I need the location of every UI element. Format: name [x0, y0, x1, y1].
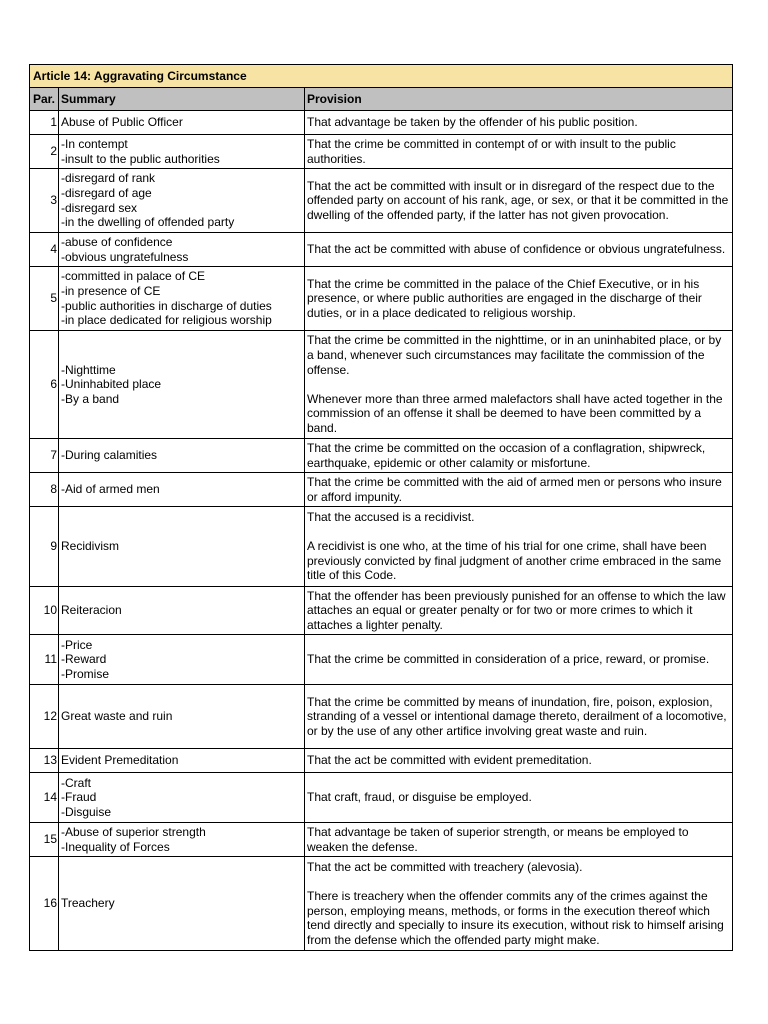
provision-cell[interactable] [305, 267, 733, 331]
summary-cell[interactable] [59, 685, 305, 749]
summary-line: Evident Premeditation [61, 753, 179, 768]
table-row [30, 823, 733, 857]
par-cell[interactable]: 2 [30, 135, 59, 169]
summary-line: Treachery [61, 896, 115, 911]
provision-paragraph: That craft, fraud, or disguise be employed. [307, 790, 532, 805]
provision-cell[interactable] [305, 233, 733, 267]
spreadsheet [29, 64, 732, 951]
summary-line: -committed in palace of CE [61, 269, 206, 284]
aggravating-circumstances-table [29, 64, 733, 951]
summary-line: -disregard of age [61, 185, 152, 200]
table-row [30, 635, 733, 685]
provision-cell[interactable] [305, 823, 733, 857]
table-body [30, 111, 733, 951]
provision-paragraph: That the crime be committed in contempt of or with insult to the public authorities. [307, 136, 676, 166]
provision-paragraph: That advantage be taken of superior strength, or means be employed to weaken the defense. [307, 824, 689, 854]
provision-paragraph: That the crime be committed on the occasion of a conflagration, shipwreck, earthquake, epidemic or other calamity or misfortune. [307, 440, 706, 470]
table-row [30, 507, 733, 587]
provision-paragraph: That the crime be committed in consideration of a price, reward, or promise. [307, 652, 710, 667]
summary-line: Recidivism [61, 539, 120, 554]
summary-line: -in the dwelling of offended party [61, 215, 235, 230]
summary-cell[interactable] [59, 233, 305, 267]
summary-line: -insult to the public authorities [61, 151, 220, 166]
summary-cell[interactable] [59, 331, 305, 439]
table-row [30, 473, 733, 507]
table-row [30, 135, 733, 169]
summary-line: -Disguise [61, 804, 112, 819]
table-row [30, 749, 733, 773]
par-cell[interactable]: 7 [30, 439, 59, 473]
summary-line: -During calamities [61, 448, 158, 463]
provision-paragraph: That the crime be committed in the palace of the Chief Executive, or in his presence, or where public authorities are engaged in the discharge of their duties, or in a place dedicated to religious worship. [307, 276, 702, 320]
provision-paragraph: Whenever more than three armed malefactors shall have acted together in the commission of an offense it shall be deemed to have been committed by a band. [307, 391, 723, 435]
table-row [30, 857, 733, 951]
summary-line: -Inequality of Forces [61, 839, 170, 854]
table-row [30, 439, 733, 473]
summary-line: -Nighttime [61, 362, 116, 377]
summary-line: -in presence of CE [61, 283, 161, 298]
summary-cell[interactable] [59, 267, 305, 331]
summary-line: -Abuse of superior strength [61, 824, 206, 839]
table-row [30, 331, 733, 439]
par-cell[interactable]: 15 [30, 823, 59, 857]
par-cell[interactable]: 14 [30, 773, 59, 823]
provision-paragraph: A recidivist is one who, at the time of his trial for one crime, shall have been previously convicted by final judgment of another crime embraced in the same title of this Code. [307, 539, 722, 583]
summary-line: -Uninhabited place [61, 377, 162, 392]
provision-cell[interactable] [305, 331, 733, 439]
provision-cell[interactable] [305, 587, 733, 635]
summary-cell[interactable] [59, 749, 305, 773]
header-par[interactable]: Par. [30, 88, 59, 111]
table-row [30, 111, 733, 135]
provision-cell[interactable] [305, 773, 733, 823]
header-summary[interactable]: Summary [59, 88, 305, 111]
provision-paragraph: That the act be committed with treachery (alevosia). [307, 859, 583, 874]
provision-cell[interactable] [305, 857, 733, 951]
provision-cell[interactable] [305, 473, 733, 507]
summary-line: -Promise [61, 666, 110, 681]
provision-cell[interactable] [305, 507, 733, 587]
provision-cell[interactable] [305, 111, 733, 135]
summary-line: -in place dedicated for religious worship [61, 313, 272, 328]
summary-line: -Craft [61, 775, 91, 790]
provision-cell[interactable] [305, 749, 733, 773]
par-cell[interactable]: 13 [30, 749, 59, 773]
par-cell[interactable]: 4 [30, 233, 59, 267]
table-row [30, 267, 733, 331]
par-cell[interactable]: 1 [30, 111, 59, 135]
par-cell[interactable]: 3 [30, 169, 59, 233]
provision-paragraph: There is treachery when the offender commits any of the crimes against the person, employing means, methods, or forms in the execution thereof which tend directly and specially to insure its execution, without risk to himself arising from the defense which the offended party might make. [307, 888, 724, 947]
provision-cell[interactable] [305, 135, 733, 169]
provision-paragraph: That the accused is a recidivist. [307, 510, 475, 525]
provision-paragraph: That the act be committed with insult or in disregard of the respect due to the offended party on account of his rank, age, or sex, or that it be committed in the dwelling of the offended party, if the latter has not given provocation. [307, 178, 729, 222]
summary-cell[interactable] [59, 823, 305, 857]
summary-line: Great waste and ruin [61, 709, 173, 724]
summary-line: Reiteracion [61, 603, 122, 618]
par-cell[interactable]: 6 [30, 331, 59, 439]
provision-paragraph: That the crime be committed in the nighttime, or in an uninhabited place, or by a band, whenever such circumstances may facilitate the commission of the offense. [307, 333, 722, 377]
title-row [30, 65, 733, 88]
summary-line: Abuse of Public Officer [61, 115, 183, 130]
provision-paragraph: That the act be committed with abuse of confidence or obvious ungratefulness. [307, 242, 726, 257]
provision-cell[interactable] [305, 439, 733, 473]
summary-line: -abuse of confidence [61, 234, 173, 249]
summary-line: -Aid of armed men [61, 482, 160, 497]
table-row [30, 685, 733, 749]
par-cell[interactable]: 11 [30, 635, 59, 685]
summary-line: -obvious ungratefulness [61, 249, 189, 264]
summary-cell[interactable] [59, 439, 305, 473]
provision-paragraph: That the crime be committed with the aid of armed men or persons who insure or afford impunity. [307, 474, 722, 504]
provision-cell[interactable] [305, 635, 733, 685]
summary-cell[interactable] [59, 587, 305, 635]
summary-line: -In contempt [61, 136, 128, 151]
summary-cell[interactable] [59, 773, 305, 823]
table-row [30, 587, 733, 635]
table-row [30, 169, 733, 233]
par-cell[interactable]: 5 [30, 267, 59, 331]
summary-cell[interactable] [59, 635, 305, 685]
par-cell[interactable]: 8 [30, 473, 59, 507]
table-row [30, 773, 733, 823]
summary-cell[interactable] [59, 111, 305, 135]
summary-line: -Reward [61, 652, 107, 667]
provision-cell[interactable] [305, 685, 733, 749]
par-cell[interactable]: 12 [30, 685, 59, 749]
par-cell[interactable]: 16 [30, 857, 59, 951]
summary-line: -Price [61, 637, 93, 652]
provision-paragraph: That the offender has been previously punished for an offense to which the law attaches an equal or greater penalty or for two or more crimes to which it attaches a lighter penalty. [307, 588, 726, 632]
provision-paragraph: That advantage be taken by the offender of his public position. [307, 115, 638, 130]
par-cell[interactable]: 10 [30, 587, 59, 635]
table-row [30, 233, 733, 267]
summary-cell[interactable] [59, 857, 305, 951]
summary-cell[interactable] [59, 473, 305, 507]
summary-line: -By a band [61, 391, 120, 406]
summary-cell[interactable] [59, 135, 305, 169]
summary-cell[interactable] [59, 507, 305, 587]
provision-paragraph: That the act be committed with evident premeditation. [307, 753, 592, 768]
summary-line: -Fraud [61, 790, 97, 805]
par-cell[interactable]: 9 [30, 507, 59, 587]
provision-cell[interactable] [305, 169, 733, 233]
table-title[interactable]: Article 14: Aggravating Circumstance [30, 65, 733, 88]
summary-line: -disregard sex [61, 200, 138, 215]
summary-line: -disregard of rank [61, 171, 156, 186]
provision-paragraph: That the crime be committed by means of inundation, fire, poison, explosion, stranding of a vessel or intentional damage thereto, derailment of a locomotive, or by the use of any other artifice involving great waste and ruin. [307, 694, 727, 738]
header-provision[interactable]: Provision [305, 88, 733, 111]
header-row [30, 88, 733, 111]
summary-line: -public authorities in discharge of duties [61, 298, 272, 313]
summary-cell[interactable] [59, 169, 305, 233]
